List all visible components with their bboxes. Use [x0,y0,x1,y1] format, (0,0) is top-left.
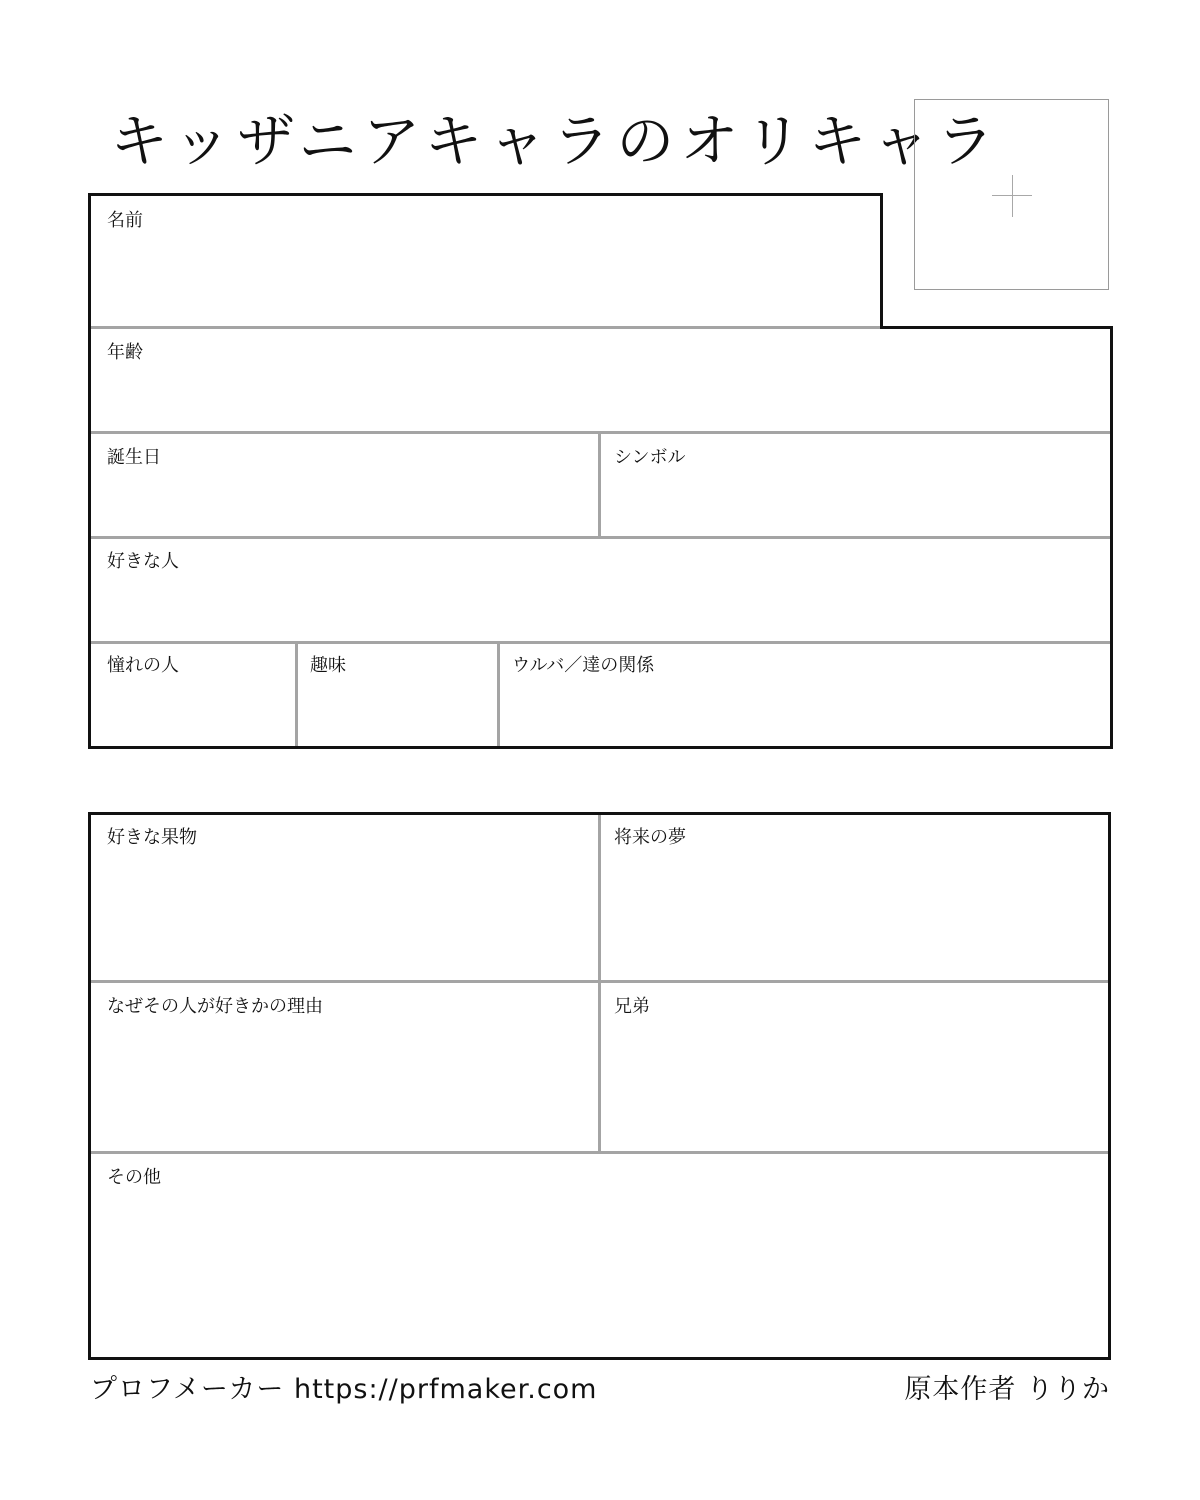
border-name-right [880,193,883,329]
field-label-hobby: 趣味 [310,655,346,676]
divider-birthday-symbol [598,434,601,537]
border-right [1110,326,1113,749]
page-title: キッザニアキャラのオリキャラ [110,107,1001,175]
border2-bottom [88,1357,1111,1360]
field-label-admired-person: 憧れの人 [107,655,179,676]
border-left [88,193,91,749]
divider-row-1 [91,980,1108,983]
field-label-reason: なぜその人が好きかの理由 [107,996,323,1017]
divider-hobby-relationship [497,644,500,746]
plus-icon-vertical [1012,175,1013,217]
field-label-siblings: 兄弟 [614,996,650,1017]
divider-admired-hobby [295,644,298,746]
border-step [880,326,1113,329]
author-credit: 原本作者 りりか [904,1374,1110,1405]
field-label-liked-person: 好きな人 [107,551,179,572]
border-bottom [88,746,1113,749]
divider-liked-admired [91,641,1110,644]
field-label-symbol: シンボル [614,447,686,468]
maker-credit: プロフメーカー https://prfmaker.com [90,1374,598,1405]
field-label-name: 名前 [107,210,143,231]
divider-birthday-liked [91,536,1110,539]
border-top-name [88,193,883,196]
field-label-future-dream: 将来の夢 [614,827,686,848]
divider-center-upper [598,815,601,1152]
divider-name-age [91,326,880,329]
field-label-favorite-fruit: 好きな果物 [107,827,197,848]
field-label-relationship: ウルバ／達の関係 [512,655,655,676]
field-label-other: その他 [107,1167,161,1188]
photo-box[interactable] [914,99,1109,290]
divider-row-2 [91,1151,1108,1154]
field-label-age: 年齢 [107,342,143,363]
border2-left [88,812,91,1360]
field-label-birthday: 誕生日 [107,447,161,468]
border2-right [1108,812,1111,1360]
